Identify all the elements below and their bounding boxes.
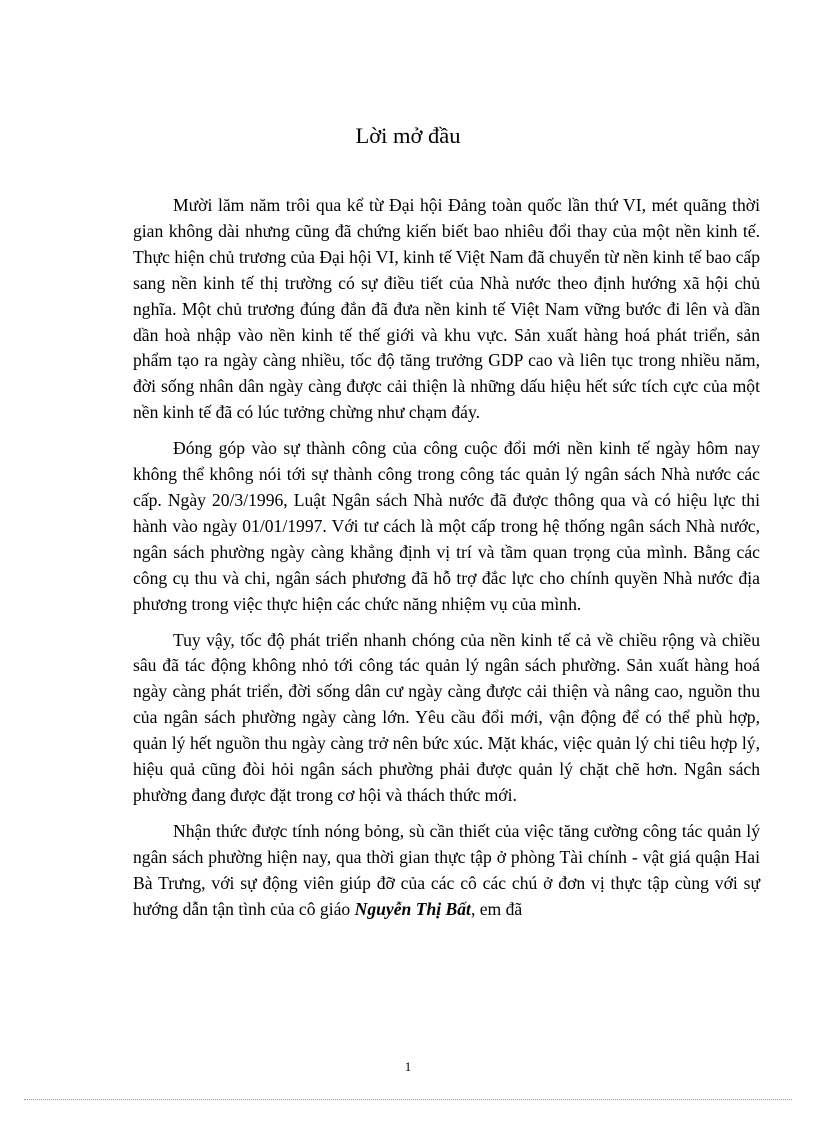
page-bottom-divider	[24, 1099, 792, 1100]
paragraph-4	[133, 819, 760, 923]
teacher-name: Nguyễn Thị Bất	[354, 898, 471, 919]
paragraph-4-tail: , em đã	[470, 898, 523, 919]
body-text	[133, 193, 760, 932]
page-number: 1	[404, 1059, 412, 1074]
paragraph-3: Tuy vậy, tốc độ phát triển nhanh chóng của nền kinh tế cả về chiều rộng và chiều sâu đã tác động không nhỏ tới công tác quản lý ngân sách phường. Sản xuất hàng hoá ngày càng phát triển, đời sống dân cư ngày càng được cải thiện và nâng cao, nguồn thu của ngân sách phường ngày càng lớn. Yêu cầu đổi mới, vận động để có thể phù hợp, quản lý hết nguồn thu ngày càng trở nên bức xúc. Mặt khác, việc quản lý chi tiêu hợp lý, hiệu quả cũng đòi hỏi ngân sách phường phải được quản lý chặt chẽ hơn. Ngân sách phường đang được đặt trong cơ hội và thách thức mới.	[133, 629, 760, 805]
paragraph-2: Đóng góp vào sự thành công của công cuộc đổi mới nền kinh tế ngày hôm nay không thể không nói tới sự thành công trong công tác quản lý ngân sách Nhà nước các cấp. Ngày 20/3/1996, Luật Ngân sách Nhà nước đã được thông qua và có hiệu lực thi hành vào ngày 01/01/1997. Với tư cách là một cấp trong hệ thống ngân sách Nhà nước, ngân sách phường ngày càng khẳng định vị trí và tầm quan trọng của mình. Bằng các công cụ thu và chi, ngân sách phương đã hỗ trợ đắc lực cho chính quyền Nhà nước địa phương trong việc thực hiện các chức năng nhiệm vụ của mình.	[133, 438, 760, 614]
paragraph-4-text: Nhận thức được tính nóng bỏng, sù cần thiết của việc tăng cường công tác quản lý ngân sách phường hiện nay, qua thời gian thực tập ở phòng Tài chính - vật giá quận Hai Bà Trưng, với sự động viên giúp đỡ của các cô các chú ở đơn vị thực tập cùng với sự hướng dẫn tận tình của cô giáo	[133, 820, 760, 919]
paragraph-1: Mười lăm năm trôi qua kể từ Đại hội Đảng toàn quốc lần thứ VI, mét quãng thời gian không dài nhưng cũng đã chứng kiến biết bao nhiêu đổi thay của một nền kinh tế. Thực hiện chủ trương của Đại hội VI, kinh tế Việt Nam đã chuyển từ nền kinh tế bao cấp sang nền kinh tế thị trường có sự điều tiết của Nhà nước theo định hướng xã hội chủ nghĩa. Một chủ trương đúng đắn đã đưa nền kinh tế Việt Nam vững bước đi lên và dần dần hoà nhập vào nền kinh tế thế giới và khu vực. Sản xuất hàng hoá phát triển, sản phẩm tạo ra ngày càng nhiều, tốc độ tăng trưởng GDP cao và liên tục trong nhiều năm, đời sống nhân dân ngày càng được cải thiện là những dấu hiệu hết sức tích cực của một nền kinh tế đã có lúc tưởng chừng như chạm đáy.	[133, 195, 760, 423]
page-title: Lời mở đầu	[355, 123, 461, 148]
